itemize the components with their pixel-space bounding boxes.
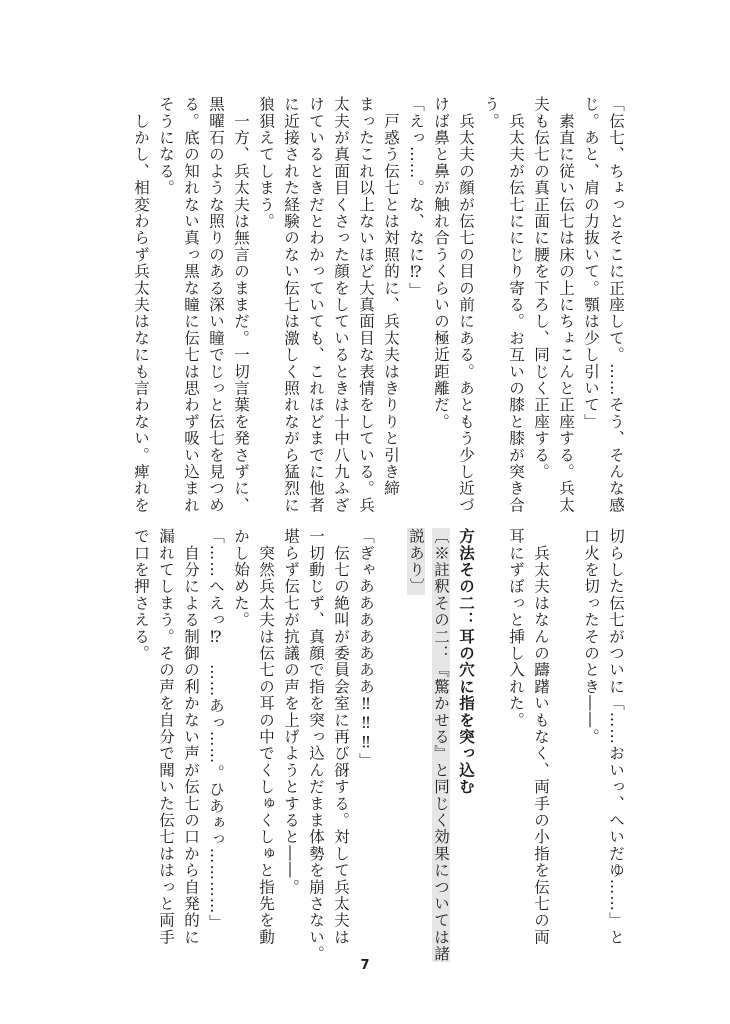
text-column: 「伝七、ちょっとそこに正座して。……そう、そんな感 <box>607 96 625 514</box>
text-column: 兵太夫の顔が伝七の目の前にある。あともう少し近づ <box>457 96 475 514</box>
text-column: に近接された経験のない伝七は激しく照れながら猛烈に <box>282 96 300 514</box>
annotation-highlight: 〔※註釈その二：『驚かせる』と同じく効果については諸 <box>432 528 450 963</box>
text-column: 堪らず伝七が抗議の声を上げようとすると――。 <box>282 528 300 896</box>
text-column: 一方、兵太夫は無言のままだ。一切言葉を発さずに、 <box>232 96 250 514</box>
text-column: 「……へえっ⁉ ……あっ……。ひあぁっ…………」 <box>207 528 225 932</box>
text-column: かし始めた。 <box>232 528 250 629</box>
text-column: けているときだとわかっていても、これほどまでに他者 <box>307 96 325 514</box>
text-column: 夫も伝七の真正面に腰を下ろし、同じく正座する。 <box>532 96 550 481</box>
page-number: 7 <box>360 958 370 973</box>
text-column: 「ぎゃあああああああ‼‼‼」 <box>357 528 375 770</box>
text-column: 自分による制御の利かない声が伝七の口から自発的に <box>182 528 200 946</box>
text-column: 太夫が真面目くさった顔をしているときは十中八九ふざ <box>332 96 350 514</box>
text-column: まったこれ以上ないほど大真面目な表情をしている。兵 <box>357 96 375 514</box>
text-column: で口を押さえる。 <box>132 528 150 662</box>
text-column: 突然兵太夫は伝七の耳の中でくしゅくしゅと指先を動 <box>257 528 275 946</box>
text-column: 兵太夫はなんの躊躇いもなく、両手の小指を伝七の両 <box>532 528 550 946</box>
text-column: 伝七の絶叫が委員会室に再び谺する。対して兵太夫は <box>332 528 350 946</box>
lower-text-block <box>128 528 628 963</box>
text-column: 狼狽えてしまう。 <box>257 96 275 230</box>
text-column: う。 <box>482 96 500 130</box>
text-column: けば鼻と鼻が触れ合うくらいの極近距離だ。 <box>432 96 450 430</box>
text-column: じ。あと、肩の力抜いて。顎は少し引いて」 <box>582 96 600 430</box>
annotation-note <box>403 528 428 948</box>
text-column: しかし、相変わらず兵太夫はなにも言わない。痺れを <box>132 96 150 514</box>
text-column: 耳にずぼっと挿し入れた。 <box>507 528 525 729</box>
text-column: 口火を切ったそのとき――。 <box>582 528 600 746</box>
upper-text-block <box>128 96 628 514</box>
blank-column <box>553 528 578 948</box>
text-column: 漏れてしまう。その声を自分で聞いた伝七ははっと両手 <box>157 528 175 946</box>
annotation-highlight: 説あり〕 <box>407 528 425 595</box>
text-column: 「えっ……。な、なに⁉」 <box>407 96 425 299</box>
text-column: 素直に従い伝七は床の上にちょこんと正座する。兵太 <box>557 96 575 514</box>
annotation-note <box>428 528 453 963</box>
text-column: 兵太夫が伝七ににじり寄る。お互いの膝と膝が突き合 <box>507 96 525 514</box>
blank-column <box>378 528 403 948</box>
text-column: そうになる。 <box>157 96 175 197</box>
section-heading: 方法その二：耳の穴に指を突っ込む <box>457 528 475 796</box>
blank-column <box>478 528 503 948</box>
text-column: 戸惑う伝七とは対照的に、兵太夫はきりりと引き締 <box>382 96 400 497</box>
text-column: る。底の知れない真っ黒な瞳に伝七は思わず吸い込まれ <box>182 96 200 514</box>
text-column: 一切動じず、真顔で指を突っ込んだまま体勢を崩さない。 <box>307 528 325 963</box>
text-column: 黒曜石のような照りのある深い瞳でじっと伝七を見つめ <box>207 96 225 514</box>
text-column: 切らした伝七がついに「……おいっ、へいだゆ……」と <box>607 528 625 946</box>
